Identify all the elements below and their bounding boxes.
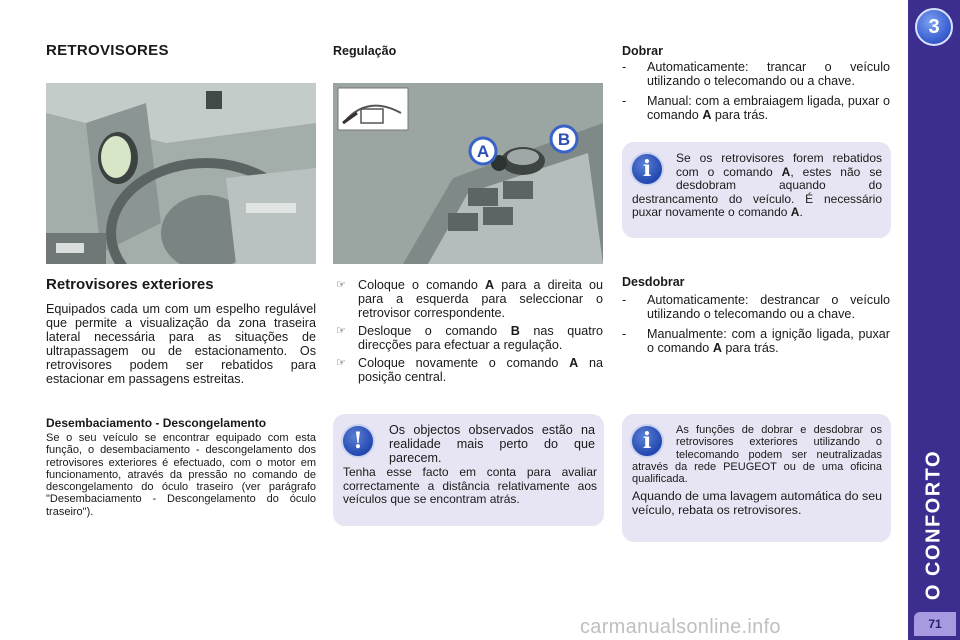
finger-pointer-icon: ☞: [336, 279, 346, 291]
fold-info-note: [622, 142, 891, 238]
list-item: - Manual: com a embraiagem ligada, puxar o comando A para trás.: [622, 94, 890, 122]
info-icon: i: [630, 424, 664, 458]
fold-info-text: Se os retrovisores forem rebatidos com o comando A, estes não se desdobram aquando do destrancamento do veículo. É necessário puxar novamente o comando A.: [632, 151, 882, 219]
list-item: ☞ Desloque o comando B nas quatro direcções para efectuar a regulação.: [336, 324, 603, 352]
unfold-list: [622, 293, 890, 361]
finger-pointer-icon: ☞: [336, 325, 346, 337]
wash-advice-text: Aquando de uma lavagem automática do seu veículo, rebata os retrovisores.: [632, 489, 882, 517]
chapter-number-badge: 3: [915, 8, 953, 46]
control-a-label: A: [476, 142, 490, 161]
warning-text-1: Os objectos observados estão na realidade mais perto do que parecem.: [389, 423, 595, 465]
defog-heading: Desembaciamento - Descongelamento: [46, 416, 267, 430]
list-item: - Manualmente: com a ignição ligada, puxar o comando A para trás.: [622, 327, 890, 355]
car-interior-photo: [46, 83, 316, 264]
watermark: carmanualsonline.info: [580, 616, 781, 638]
defog-paragraph: Se o seu veículo se encontrar equipado com esta função, o desembaciamento - descongelamento dos retrovisores exteriores é efectuado, com o motor em funcionamento, através da pressão no comando de descongelamento do óculo traseiro (ver parágrafo "Desembaciamento - Descongelamento do óculo traseiro").: [46, 432, 316, 518]
distance-warning-note: [333, 414, 604, 526]
fold-heading: Dobrar: [622, 44, 663, 58]
mirror-control-photo: [333, 83, 603, 264]
warning-text-2: Tenha esse facto em conta para avaliar correctamente a distância relativamente aos veículos que se encontram atrás.: [343, 465, 597, 506]
regulation-steps: [336, 278, 603, 388]
unfold-heading: Desdobrar: [622, 275, 685, 289]
chapter-title: O CONFORTO: [922, 449, 945, 601]
info-icon: i: [630, 152, 664, 186]
page-number: 71: [914, 612, 956, 636]
page-title: RETROVISORES: [46, 42, 169, 59]
list-item: ☞ Coloque o comando A para a direita ou para a esquerda para seleccionar o retrovisor correspondente.: [336, 278, 603, 320]
control-b-label: B: [557, 130, 571, 149]
warning-icon: !: [341, 424, 375, 458]
list-item: ☞ Coloque novamente o comando A na posição central.: [336, 356, 603, 384]
network-info-text: As funções de dobrar e desdobrar os retrovisores exteriores utilizando o telecomando podem ser neutralizadas através da rede PEUGEOT ou de uma oficina qualificada.: [632, 424, 882, 486]
fold-list: [622, 60, 890, 128]
finger-pointer-icon: ☞: [336, 357, 346, 369]
section-title: Retrovisores exteriores: [46, 276, 214, 293]
list-item: - Automaticamente: trancar o veículo utilizando o telecomando ou a chave.: [622, 60, 890, 88]
list-item: - Automaticamente: destrancar o veículo utilizando o telecomando ou a chave.: [622, 293, 890, 321]
network-info-note: [622, 414, 891, 542]
intro-paragraph: Equipados cada um com um espelho regulável que permite a visualização da zona traseira lateral necessária para as situações de ultrapassagem ou de estacionamento. Os retrovisores podem ser rebatidos para estacionar em passagens estreitas.: [46, 302, 316, 386]
regulation-heading: Regulação: [333, 44, 397, 58]
